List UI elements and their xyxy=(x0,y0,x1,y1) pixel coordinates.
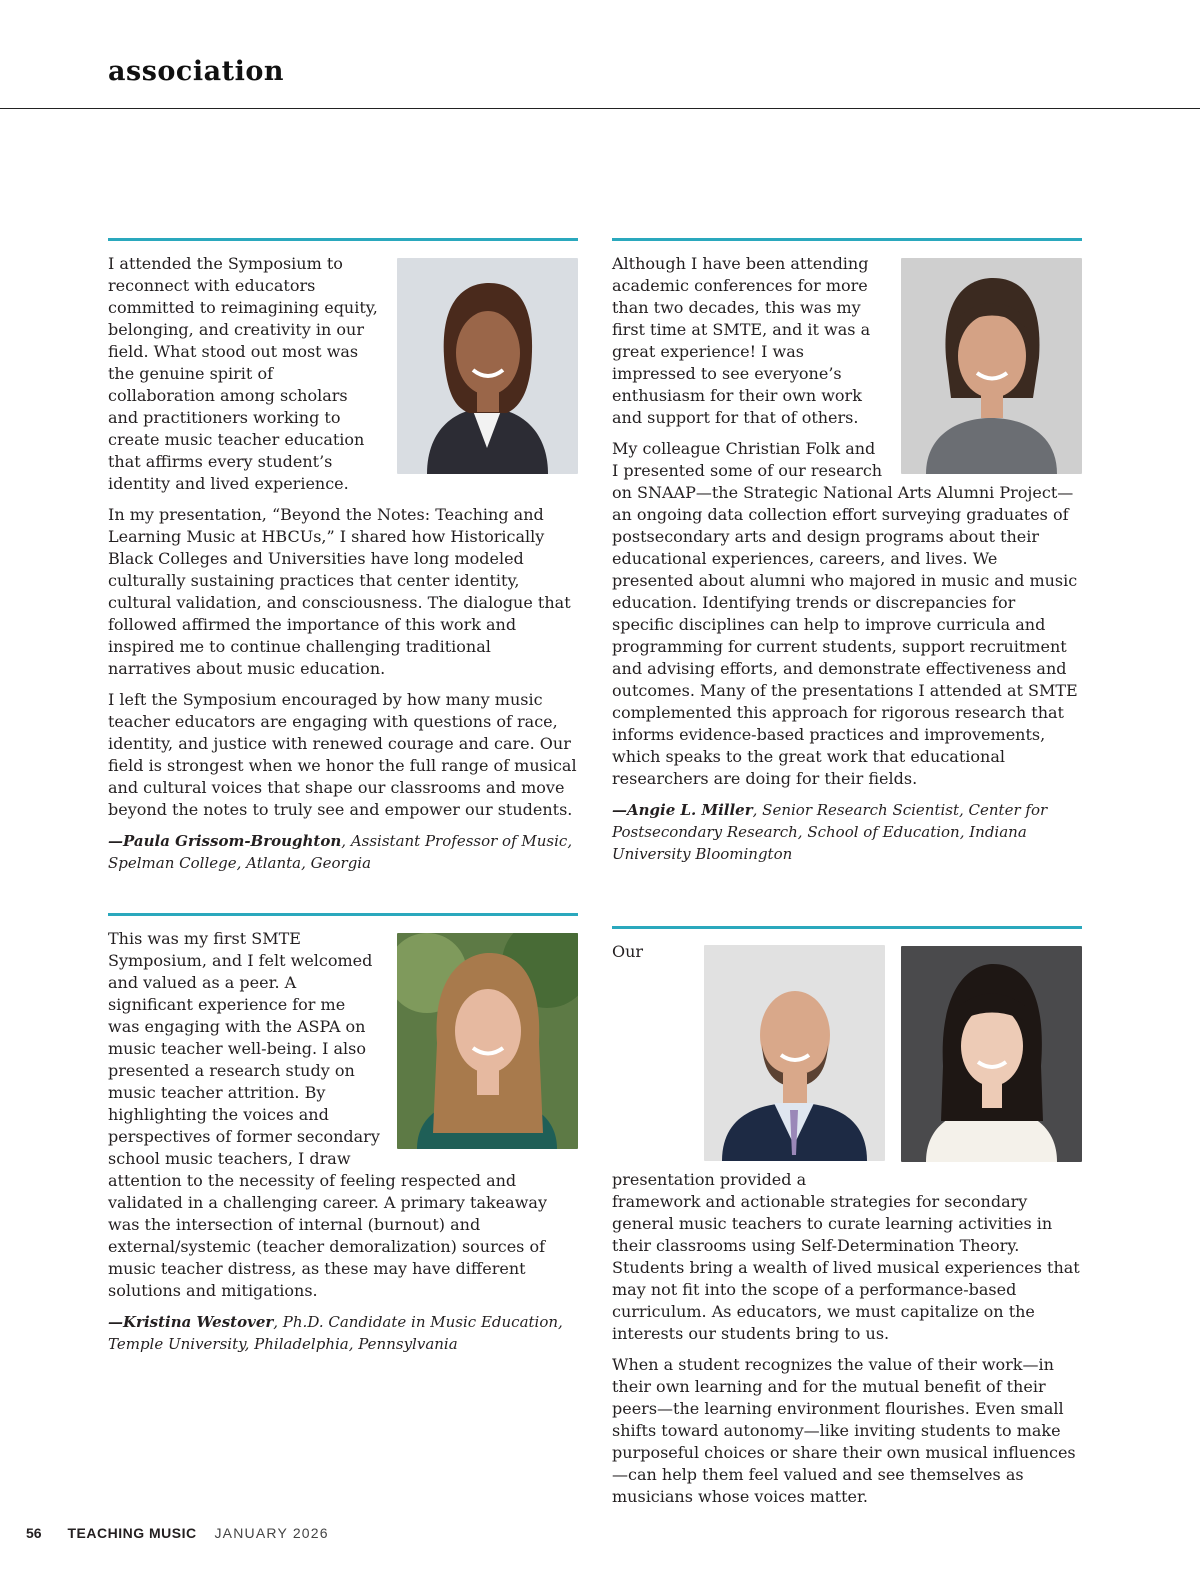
author-name: —Paula Grissom-Broughton xyxy=(108,832,342,850)
testimonial-paragraph: In my presentation, “Beyond the Notes: Teaching and Learning Music at HBCUs,” I shared how Historically Black Colleges and Universities have long modeled culturally sustaining practices that center identity, cultural validation, and consciousness. The dialogue that followed affirmed the importance of this work and inspired me to continue challenging traditional narratives about music education. xyxy=(108,505,571,678)
publication-name: TEACHING MUSIC xyxy=(67,1525,197,1541)
portrait-woman-icon xyxy=(901,946,1082,1162)
testimonial-paragraph: I attended the Symposium to reconnect with educators committed to reimagining equity, belonging, and creativity in our field. What stood out most was the genuine spirit of collaboration among scholars and practitioners working to create music teacher education that affirms every student’s identity and lived experience. xyxy=(108,254,378,493)
testimonial-miller xyxy=(612,238,1082,865)
portrait-man-icon xyxy=(704,945,885,1161)
portrait-woman-icon xyxy=(397,933,578,1149)
header-divider xyxy=(0,108,1200,109)
author-title: , Ph.D. Candidate in Music Education, Temple University, Philadelphia, Pennsylvania xyxy=(108,1313,563,1353)
page-footer xyxy=(26,1525,329,1541)
author-byline xyxy=(108,830,578,874)
testimonial-paragraph: I left the Symposium encouraged by how many music teacher educators are engaging with questions of race, identity, and justice with renewed courage and care. Our field is strongest when we honor the full range of musical and cultural voices that shape our classrooms and move beyond the notes to truly see and empower our students. xyxy=(108,690,577,819)
portrait-woman-icon xyxy=(397,258,578,474)
testimonial-westover xyxy=(108,913,578,1355)
author-title: , Senior Research Scientist, Center for Postsecondary Research, School of Education, Indiana University Bloomington xyxy=(612,801,1048,863)
issue-date: JANUARY 2026 xyxy=(214,1525,329,1541)
accent-rule xyxy=(612,926,1082,929)
author-name: —Angie L. Miller xyxy=(612,801,753,819)
author-title: , Assistant Professor of Music, Spelman College, Atlanta, Georgia xyxy=(108,832,573,872)
section-title: association xyxy=(108,56,284,87)
testimonial-paragraph: This was my first SMTE Symposium, and I felt welcomed and valued as a peer. A significant experience for me was engaging with the ASPA on music teacher well-being. I also presented a research study on music teacher attrition. By highlighting the voices and perspectives of former secondary school music teachers, I draw attention to the necessity of feeling respected and validated in a challenging career. A primary takeaway was the intersection of internal (burnout) and external/systemic (teacher demoralization) sources of music teacher distress, as these may have different solutions and mitigations. xyxy=(108,929,547,1300)
testimonial-paragraph: Our presentation provided a framework and actionable strategies for secondary general music teachers to curate learning activities in their classrooms using Self-Determination Theory. Students bring a wealth of lived musical experiences that may not fit into the scope of a performance-based curriculum. As educators, we must capitalize on the interests our students bring to us. xyxy=(612,942,1080,1343)
page-number: 56 xyxy=(26,1525,42,1541)
testimonial-paragraph: Although I have been attending academic conferences for more than two decades, this was my first time at SMTE, and it was a great experience! I was impressed to see everyone’s enthusiasm for their own work and support for that of others. xyxy=(612,254,871,427)
accent-rule xyxy=(612,238,1082,241)
accent-rule xyxy=(108,238,578,241)
author-byline xyxy=(108,1311,578,1355)
author-name: —Kristina Westover xyxy=(108,1313,274,1331)
accent-rule xyxy=(108,913,578,916)
testimonial-grissom-broughton xyxy=(108,238,578,874)
testimonial-joint-presentation xyxy=(612,926,1082,1517)
testimonial-paragraph: When a student recognizes the value of their work—in their own learning and for the mutual benefit of their peers—the learning environment flourishes. Even small shifts toward autonomy—like inviting students to make purposeful choices or share their own musical influences—can help them feel valued and see themselves as musicians whose voices matter. xyxy=(612,1355,1076,1506)
portrait-woman-icon xyxy=(901,258,1082,474)
testimonial-paragraph: My colleague Christian Folk and I presented some of our research on SNAAP—the Strategic National Arts Alumni Project—an ongoing data collection effort surveying graduates of postsecondary arts and design programs about their educational experiences, careers, and lives. We presented about alumni who majored in music and music education. Identifying trends or discrepancies for specific disciplines can help to improve curricula and programming for current students, support recruitment and advising efforts, and demonstrate effectiveness and outcomes. Many of the presentations I attended at SMTE complemented this approach for rigorous research that informs evidence-based practices and improvements, which speaks to the great work that educational researchers are doing for their fields. xyxy=(612,439,1078,788)
author-byline xyxy=(612,799,1082,865)
